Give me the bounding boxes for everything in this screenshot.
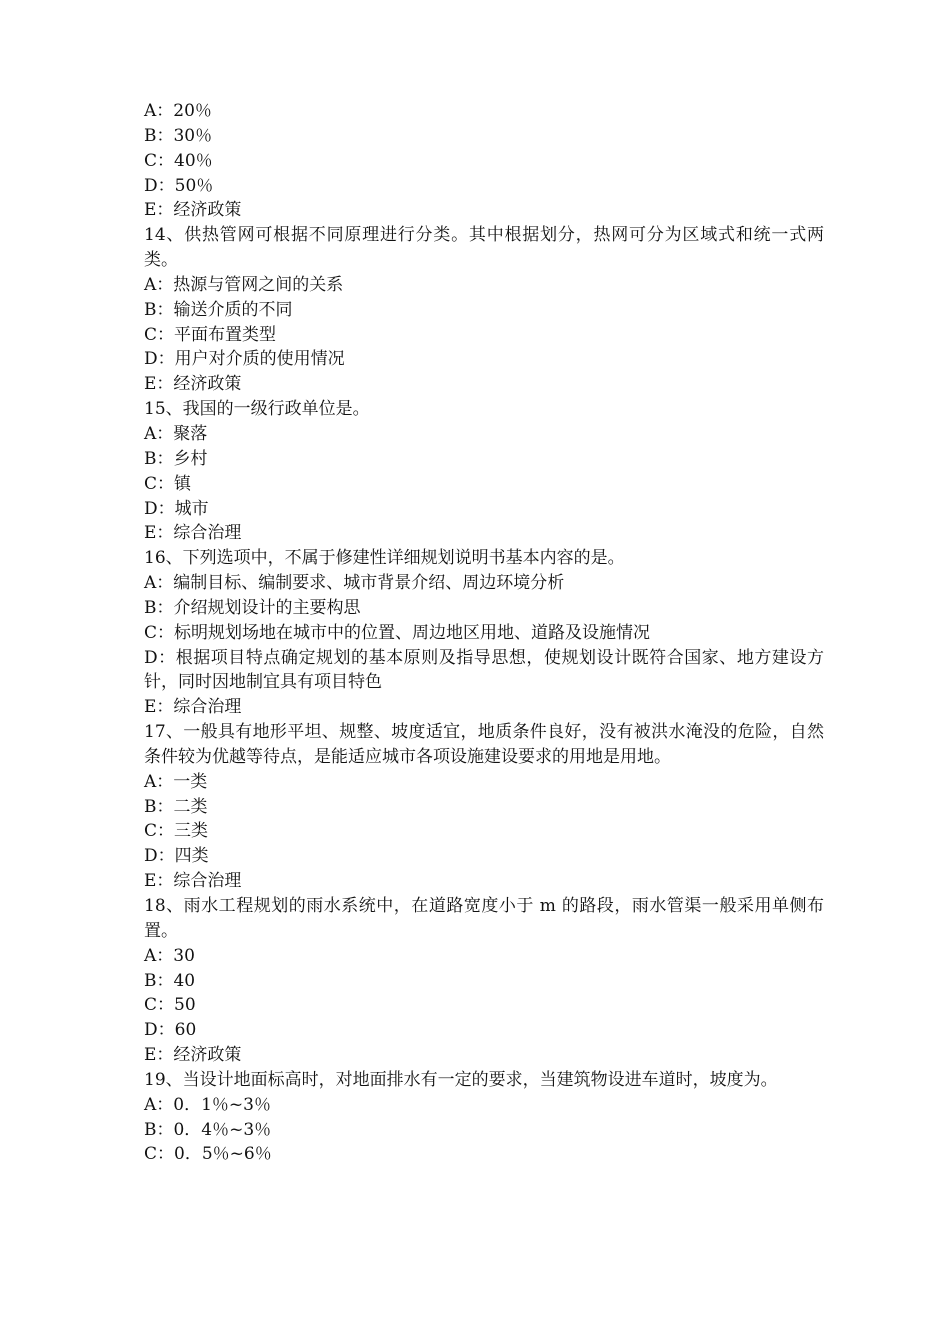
option-line: B：0．4％~3％ (144, 1119, 272, 1140)
option-line: C：镇 (144, 473, 192, 494)
question-15: 15、我国的一级行政单位是。 (144, 399, 370, 420)
option-line: D：四类 (144, 846, 209, 867)
option-line: C：平面布置类型 (144, 324, 277, 345)
option-line: C：三类 (144, 821, 209, 842)
option-line: A：编制目标、编制要求、城市背景介绍、周边环境分析 (144, 573, 565, 594)
option-line: B：二类 (144, 796, 208, 817)
option-line: E：经济政策 (144, 200, 242, 221)
option-line: E：经济政策 (144, 1045, 242, 1066)
question-19: 19、当设计地面标高时，对地面排水有一定的要求，当建筑物设进车道时，坡度为。 (144, 1069, 778, 1090)
option-line: C：0．5％~6％ (144, 1144, 272, 1165)
option-line: A：热源与管网之间的关系 (144, 274, 344, 295)
option-line: D：用户对介质的使用情况 (144, 349, 345, 370)
option-line: B：40 (144, 970, 196, 991)
option-line: A：20％ (144, 101, 212, 121)
option-line: E：经济政策 (144, 374, 242, 395)
question-18: 18、雨水工程规划的雨水系统中，在道路宽度小于 m 的路段，雨水管渠一般采用单侧布置。 (144, 896, 824, 941)
option-line: B：输送介质的不同 (144, 299, 293, 320)
option-line: B：30％ (144, 125, 213, 146)
option-line: A：一类 (144, 771, 208, 792)
option-line: A：聚落 (144, 423, 208, 444)
question-14: 14、供热管网可根据不同原理进行分类。其中根据划分，热网可分为区域式和统一式两类。 (144, 225, 824, 271)
document-page (144, 99, 824, 1167)
option-line: D：60 (144, 1020, 197, 1041)
option-line: E：综合治理 (144, 697, 242, 718)
option-line: A：30 (144, 945, 195, 966)
option-line: E：综合治理 (144, 523, 242, 544)
option-line: D：城市 (144, 498, 209, 519)
option-line: D：50％ (144, 175, 214, 196)
question-16: 16、下列选项中，不属于修建性详细规划说明书基本内容的是。 (144, 548, 625, 569)
option-line: E：综合治理 (144, 871, 242, 892)
option-line: C：50 (144, 995, 196, 1016)
option-line: C：40％ (144, 150, 213, 171)
option-line: D：根据项目特点确定规划的基本原则及指导思想，使规划设计既符合国家、地方建设方针，同时因地制宜具有项目特色 (144, 647, 824, 693)
option-line: B：乡村 (144, 448, 208, 469)
option-line: A：0．1％~3％ (144, 1094, 271, 1115)
question-17: 17、一般具有地形平坦、规整、坡度适宜，地质条件良好，没有被洪水淹没的危险，自然条件较为优越等待点，是能适应城市各项设施建设要求的用地是用地。 (144, 722, 824, 767)
option-line: B：介绍规划设计的主要构思 (144, 597, 361, 618)
option-line: C：标明规划场地在城市中的位置、周边地区用地、道路及设施情况 (144, 622, 651, 643)
